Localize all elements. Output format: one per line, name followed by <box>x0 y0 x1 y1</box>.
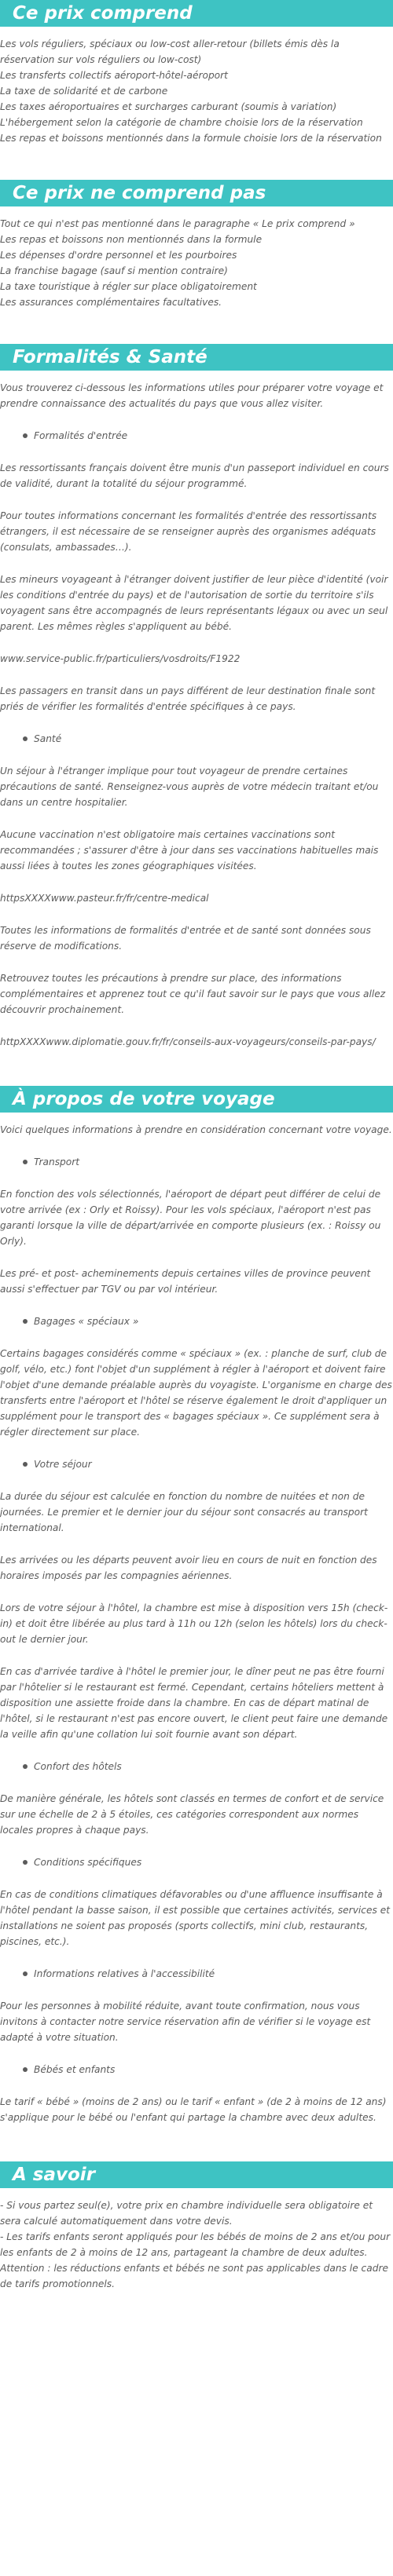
paragraph: Toutes les informations de formalités d'entrée et de santé sont données sous réserve de modifications. <box>0 925 371 952</box>
section-title-about-trip: À propos de votre voyage <box>0 1086 393 1113</box>
list-item: de tarifs promotionnels. <box>0 2278 115 2289</box>
bullet-icon <box>23 2067 28 2072</box>
good-to-know-list <box>0 2188 393 2292</box>
bullet-babies-children <box>0 2062 393 2077</box>
about-trip-intro: Voici quelques informations à prendre en considération concernant votre voyage. <box>0 1124 392 1135</box>
paragraph: La durée du séjour est calculée en fonction du nombre de nuitées et non de journées. Le premier et le dernier jour du séjour sont consacrés au transport international. <box>0 1491 368 1533</box>
bullet-label: Santé <box>34 733 62 744</box>
paragraph: Les mineurs voyageant à l'étranger doivent justifier de leur pièce d'identité (voir les conditions d'entrée du pays) et de l'autorisation de sortie du territoire s'ils voyagent sans être accompagnés de leurs représentants légaux ou avec un seul parent. Les mêmes règles s'appliquent au bébé. <box>0 574 388 632</box>
price-excludes-list <box>0 206 393 310</box>
paragraph: Les ressortissants français doivent être munis d'un passeport individuel en cours de validité, durant la totalité du séjour programmé. <box>0 462 389 489</box>
list-item: - Les tarifs enfants seront appliqués pour les bébés de moins de 2 ans et/ou pour <box>0 2231 391 2242</box>
bullet-label: Formalités d'entrée <box>34 430 128 441</box>
list-item: Tout ce qui n'est pas mentionné dans le paragraphe « Le prix comprend » <box>0 218 355 229</box>
list-item: Les vols réguliers, spéciaux ou low-cost aller-retour (billets émis dès la <box>0 38 340 49</box>
list-item: sera calculé automatiquement dans votre devis. <box>0 2216 233 2227</box>
list-item: Attention : les réductions enfants et bébés ne sont pas applicables dans le cadre <box>0 2263 388 2274</box>
bullet-label: Informations relatives à l'accessibilité <box>34 1968 215 1979</box>
list-item: Les taxes aéroportuaires et surcharges carburant (soumis à variation) <box>0 101 337 112</box>
section-title-good-to-know: A savoir <box>0 2161 393 2188</box>
pasteur-link[interactable]: httpsXXXXwww.pasteur.fr/fr/centre-medical <box>0 893 209 904</box>
bullet-icon <box>23 433 28 438</box>
bullet-transport <box>0 1154 393 1170</box>
bullet-label: Conditions spécifiques <box>34 1857 142 1868</box>
bullet-health <box>0 731 393 747</box>
section-formalities-health <box>0 344 393 1050</box>
paragraph: Les passagers en transit dans un pays différent de leur destination finale sont priés de vérifier les formalités d'entrée spécifiques à ce pays. <box>0 685 376 712</box>
list-item: La franchise bagage (sauf si mention contraire) <box>0 265 228 276</box>
list-item: La taxe touristique à régler sur place obligatoirement <box>0 281 257 292</box>
bullet-icon <box>23 1319 28 1324</box>
bullet-icon <box>23 1462 28 1467</box>
bullet-label: Transport <box>34 1156 80 1167</box>
section-good-to-know <box>0 2161 393 2292</box>
section-price-excludes <box>0 180 393 310</box>
paragraph: Les pré- et post- acheminements depuis certaines villes de province peuvent aussi s'effectuer par TGV ou par vol intérieur. <box>0 1268 371 1295</box>
section-price-includes <box>0 0 393 146</box>
paragraph: De manière générale, les hôtels sont classés en termes de confort et de service sur une échelle de 2 à 5 étoiles, ces catégories correspondent aux normes locales propres à chaque pays. <box>0 1793 384 1836</box>
price-includes-list <box>0 27 393 146</box>
list-item: L'hébergement selon la catégorie de chambre choisie lors de la réservation <box>0 117 363 128</box>
list-item: Les transferts collectifs aéroport-hôtel-aéroport <box>0 70 228 81</box>
section-title-formalities-health: Formalités & Santé <box>0 344 393 371</box>
section-about-trip <box>0 1086 393 2125</box>
paragraph: En cas de conditions climatiques défavorables ou d'une affluence insuffisante à l'hôtel pendant la basse saison, il est possible que certaines activités, services et installations ne soient pas proposés (sports collectifs, mini club, restaurants, piscines, etc.). <box>0 1889 390 1947</box>
list-item: La taxe de solidarité et de carbone <box>0 86 168 97</box>
paragraph: Pour toutes informations concernant les formalités d'entrée des ressortissants étrangers, il est nécessaire de se renseigner auprès des organismes adéquats (consulats, ambassades…). <box>0 510 377 553</box>
list-item: les enfants de 2 à moins de 12 ans, partageant la chambre de deux adultes. <box>0 2247 368 2258</box>
list-item: Les assurances complémentaires facultatives. <box>0 297 222 308</box>
paragraph: Pour les personnes à mobilité réduite, avant toute confirmation, nous vous invitons à contacter notre service réservation afin de vérifier si le voyage est adapté à votre situation. <box>0 2001 371 2043</box>
bullet-icon <box>23 1971 28 1976</box>
paragraph: En cas d'arrivée tardive à l'hôtel le premier jour, le dîner peut ne pas être fourni par l'hôtelier si le restaurant est fermé. Cependant, certains hôteliers mettent à disposition une assiette froide dans la chambre. En cas de départ matinal de l'hôtel, si le restaurant n'est pas encore ouvert, le client peut faire une demande la veille afin qu'une collation lui soit fournie avant son départ. <box>0 1666 388 1740</box>
bullet-label: Bagages « spéciaux » <box>34 1316 139 1327</box>
bullet-accessibility <box>0 1966 393 1982</box>
section-title-price-includes: Ce prix comprend <box>0 0 393 27</box>
list-item: Les repas et boissons mentionnés dans la formule choisie lors de la réservation <box>0 133 382 144</box>
bullet-special-baggage <box>0 1314 393 1329</box>
paragraph: Un séjour à l'étranger implique pour tout voyageur de prendre certaines précautions de santé. Renseignez-vous auprès de votre médecin traitant et/ou dans un centre hospitalier. <box>0 765 379 808</box>
bullet-entry-formalities <box>0 428 393 444</box>
section-title-price-excludes: Ce prix ne comprend pas <box>0 180 393 206</box>
paragraph: Retrouvez toutes les précautions à prendre sur place, des informations complémentaires et apprenez tout ce qu'il faut savoir sur le pays que vous allez découvrir prochainement. <box>0 973 386 1015</box>
bullet-hotel-comfort <box>0 1759 393 1774</box>
list-item: Les repas et boissons non mentionnés dans la formule <box>0 234 263 245</box>
bullet-label: Bébés et enfants <box>34 2064 116 2075</box>
service-public-link[interactable]: www.service-public.fr/particuliers/vosdroits/F1922 <box>0 653 241 664</box>
list-item: - Si vous partez seul(e), votre prix en chambre individuelle sera obligatoire et <box>0 2200 373 2211</box>
bullet-label: Votre séjour <box>34 1459 92 1470</box>
bullet-specific-conditions <box>0 1854 393 1870</box>
bullet-your-stay <box>0 1456 393 1472</box>
bullet-icon <box>23 1860 28 1865</box>
bullet-label: Confort des hôtels <box>34 1761 122 1772</box>
list-item: réservation sur vols réguliers ou low-cost) <box>0 54 202 65</box>
paragraph: Aucune vaccination n'est obligatoire mais certaines vaccinations sont recommandées ; s'assurer d'être à jour dans ses vaccinations habituelles mais aussi liées à toutes les zones géographiques visitées. <box>0 829 379 871</box>
paragraph: Les arrivées ou les départs peuvent avoir lieu en cours de nuit en fonction des horaires imposés par les compagnies aériennes. <box>0 1555 377 1581</box>
list-item: Les dépenses d'ordre personnel et les pourboires <box>0 250 237 261</box>
paragraph: Certains bagages considérés comme « spéciaux » (ex. : planche de surf, club de golf, vélo, etc.) font l'objet d'un supplément à régler à l'aéroport et doivent faire l'objet d'une demande préalable auprès du voyagiste. L'organisme en charge des transferts entre l'aéroport et l'hôtel se réserve également le droit d'appliquer un supplément pour le transport des « bagages spéciaux ». Ce supplément sera à régler directement sur place. <box>0 1348 392 1438</box>
bullet-icon <box>23 1764 28 1769</box>
paragraph: En fonction des vols sélectionnés, l'aéroport de départ peut différer de celui de votre arrivée (ex : Orly et Roissy). Pour les vols spéciaux, l'aéroport n'est pas garanti lorsque la ville de départ/arrivée en comporte plusieurs (ex. : Roissy ou Orly). <box>0 1189 381 1247</box>
bullet-icon <box>23 1160 28 1164</box>
paragraph: Lors de votre séjour à l'hôtel, la chambre est mise à disposition vers 15h (check-in) et doit être libérée au plus tard à 11h ou 12h (selon les hôtels) lors du check-out le dernier jour. <box>0 1602 388 1645</box>
formalities-intro: Vous trouverez ci-dessous les informations utiles pour préparer votre voyage et prendre connaissance des actualités du pays que vous allez visiter. <box>0 382 384 409</box>
diplomatie-link[interactable]: httpXXXXwww.diplomatie.gouv.fr/fr/conseils-aux-voyageurs/conseils-par-pays/ <box>0 1036 376 1047</box>
bullet-icon <box>23 736 28 741</box>
paragraph: Le tarif « bébé » (moins de 2 ans) ou le tarif « enfant » (de 2 à moins de 12 ans) s'applique pour le bébé ou l'enfant qui partage la chambre avec deux adultes. <box>0 2096 387 2123</box>
